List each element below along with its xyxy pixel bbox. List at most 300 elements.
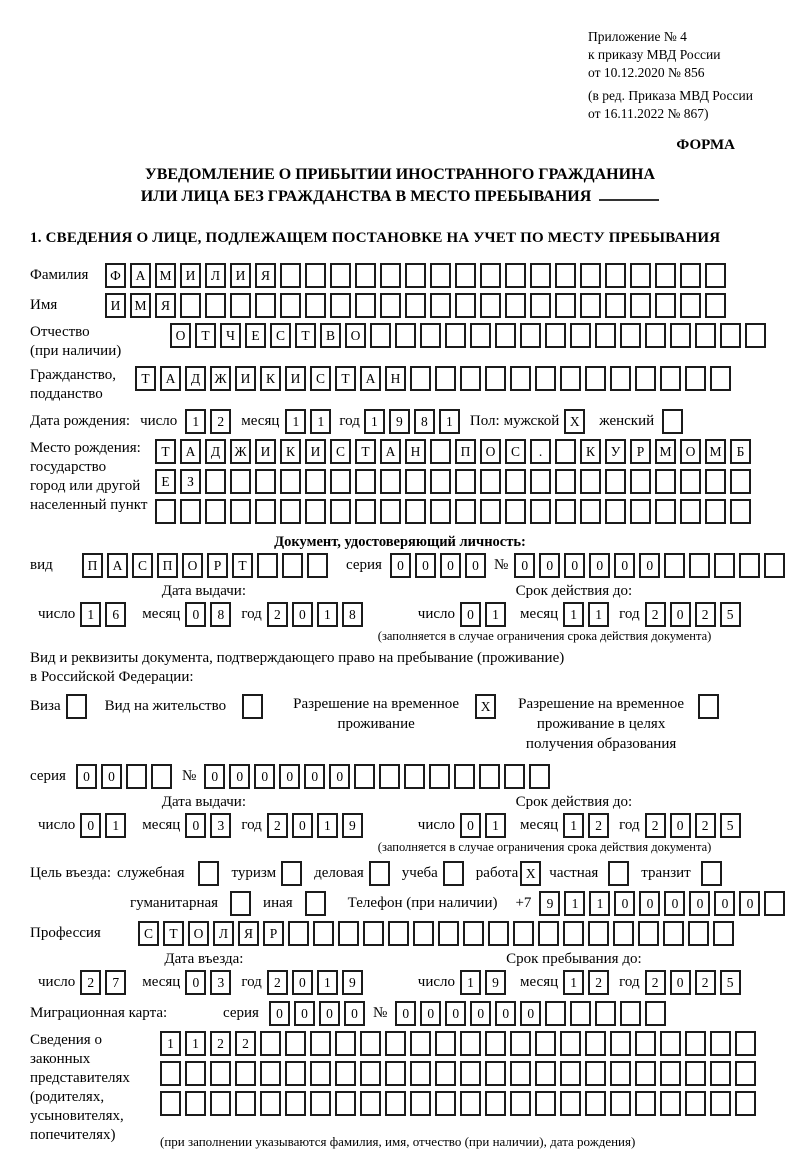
char-cell[interactable]: 0: [80, 813, 101, 838]
char-cell[interactable]: [610, 1031, 631, 1056]
char-cell[interactable]: [429, 764, 450, 789]
char-cell[interactable]: И: [305, 439, 326, 464]
char-cell[interactable]: 2: [588, 970, 609, 995]
char-cell[interactable]: [555, 439, 576, 464]
char-cell[interactable]: [413, 921, 434, 946]
char-cell[interactable]: [126, 764, 147, 789]
char-cell[interactable]: 1: [317, 970, 338, 995]
char-cell[interactable]: [485, 366, 506, 391]
char-cell[interactable]: [460, 1061, 481, 1086]
char-cell[interactable]: [330, 499, 351, 524]
char-cell[interactable]: Д: [205, 439, 226, 464]
char-cell[interactable]: И: [255, 439, 276, 464]
char-cell[interactable]: [595, 1001, 616, 1026]
char-cell[interactable]: [380, 469, 401, 494]
char-cell[interactable]: 1: [185, 409, 206, 434]
char-cell[interactable]: [480, 499, 501, 524]
char-cell[interactable]: [260, 1061, 281, 1086]
char-cell[interactable]: [655, 293, 676, 318]
char-cell[interactable]: С: [132, 553, 153, 578]
char-cell[interactable]: [638, 921, 659, 946]
char-cell[interactable]: 5: [720, 813, 741, 838]
char-cell[interactable]: [210, 1091, 231, 1116]
char-cell[interactable]: [455, 499, 476, 524]
char-cell[interactable]: 0: [185, 813, 206, 838]
char-cell[interactable]: [610, 1091, 631, 1116]
char-cell[interactable]: [463, 921, 484, 946]
char-cell[interactable]: 1: [589, 891, 610, 916]
char-cell[interactable]: С: [505, 439, 526, 464]
char-cell[interactable]: [404, 764, 425, 789]
char-cell[interactable]: 0: [292, 602, 313, 627]
char-cell[interactable]: [662, 409, 683, 434]
char-cell[interactable]: [580, 293, 601, 318]
char-cell[interactable]: [454, 764, 475, 789]
char-cell[interactable]: [510, 366, 531, 391]
char-cell[interactable]: М: [655, 439, 676, 464]
char-cell[interactable]: [380, 499, 401, 524]
char-cell[interactable]: [435, 1061, 456, 1086]
char-cell[interactable]: [685, 1091, 706, 1116]
char-cell[interactable]: 1: [160, 1031, 181, 1056]
char-cell[interactable]: [310, 1091, 331, 1116]
char-cell[interactable]: [230, 891, 251, 916]
char-cell[interactable]: Т: [195, 323, 216, 348]
char-cell[interactable]: [285, 1061, 306, 1086]
char-cell[interactable]: Д: [185, 366, 206, 391]
char-cell[interactable]: [608, 861, 629, 886]
char-cell[interactable]: [680, 469, 701, 494]
char-cell[interactable]: [635, 1031, 656, 1056]
char-cell[interactable]: [529, 764, 550, 789]
char-cell[interactable]: [335, 1031, 356, 1056]
char-cell[interactable]: 0: [460, 602, 481, 627]
char-cell[interactable]: М: [130, 293, 151, 318]
char-cell[interactable]: 0: [495, 1001, 516, 1026]
char-cell[interactable]: [563, 921, 584, 946]
char-cell[interactable]: [555, 469, 576, 494]
char-cell[interactable]: 0: [440, 553, 461, 578]
char-cell[interactable]: К: [280, 439, 301, 464]
char-cell[interactable]: [160, 1061, 181, 1086]
char-cell[interactable]: [560, 1061, 581, 1086]
char-cell[interactable]: [335, 1091, 356, 1116]
char-cell[interactable]: [420, 323, 441, 348]
char-cell[interactable]: 9: [485, 970, 506, 995]
char-cell[interactable]: П: [157, 553, 178, 578]
char-cell[interactable]: 0: [304, 764, 325, 789]
char-cell[interactable]: [680, 263, 701, 288]
char-cell[interactable]: [235, 1091, 256, 1116]
char-cell[interactable]: 0: [614, 553, 635, 578]
char-cell[interactable]: 8: [210, 602, 231, 627]
char-cell[interactable]: 2: [695, 970, 716, 995]
char-cell[interactable]: [410, 1061, 431, 1086]
char-cell[interactable]: [210, 1061, 231, 1086]
char-cell[interactable]: [595, 323, 616, 348]
char-cell[interactable]: [435, 1031, 456, 1056]
char-cell[interactable]: Б: [730, 439, 751, 464]
char-cell[interactable]: [255, 469, 276, 494]
char-cell[interactable]: [735, 1091, 756, 1116]
char-cell[interactable]: 0: [664, 891, 685, 916]
char-cell[interactable]: О: [188, 921, 209, 946]
char-cell[interactable]: 6: [105, 602, 126, 627]
char-cell[interactable]: [230, 469, 251, 494]
char-cell[interactable]: 1: [310, 409, 331, 434]
char-cell[interactable]: [545, 1001, 566, 1026]
char-cell[interactable]: 1: [80, 602, 101, 627]
char-cell[interactable]: Е: [245, 323, 266, 348]
char-cell[interactable]: Т: [355, 439, 376, 464]
char-cell[interactable]: [310, 1061, 331, 1086]
char-cell[interactable]: [385, 1031, 406, 1056]
char-cell[interactable]: [455, 263, 476, 288]
char-cell[interactable]: [513, 921, 534, 946]
char-cell[interactable]: [764, 553, 785, 578]
char-cell[interactable]: [330, 469, 351, 494]
char-cell[interactable]: С: [138, 921, 159, 946]
char-cell[interactable]: Р: [207, 553, 228, 578]
char-cell[interactable]: Т: [295, 323, 316, 348]
char-cell[interactable]: [660, 1061, 681, 1086]
char-cell[interactable]: И: [105, 293, 126, 318]
char-cell[interactable]: [66, 694, 87, 719]
char-cell[interactable]: [505, 469, 526, 494]
char-cell[interactable]: [355, 469, 376, 494]
char-cell[interactable]: 0: [292, 813, 313, 838]
char-cell[interactable]: [560, 1031, 581, 1056]
char-cell[interactable]: 2: [267, 602, 288, 627]
char-cell[interactable]: М: [705, 439, 726, 464]
char-cell[interactable]: 7: [105, 970, 126, 995]
char-cell[interactable]: [230, 499, 251, 524]
char-cell[interactable]: [530, 293, 551, 318]
char-cell[interactable]: 2: [695, 813, 716, 838]
char-cell[interactable]: [405, 263, 426, 288]
char-cell[interactable]: [660, 1031, 681, 1056]
char-cell[interactable]: 9: [539, 891, 560, 916]
char-cell[interactable]: [530, 499, 551, 524]
char-cell[interactable]: [185, 1061, 206, 1086]
char-cell[interactable]: [260, 1091, 281, 1116]
char-cell[interactable]: [570, 323, 591, 348]
char-cell[interactable]: [555, 263, 576, 288]
char-cell[interactable]: [280, 469, 301, 494]
char-cell[interactable]: 0: [689, 891, 710, 916]
char-cell[interactable]: [180, 499, 201, 524]
char-cell[interactable]: [355, 263, 376, 288]
char-cell[interactable]: [460, 366, 481, 391]
char-cell[interactable]: [560, 366, 581, 391]
char-cell[interactable]: [630, 469, 651, 494]
char-cell[interactable]: [285, 1091, 306, 1116]
char-cell[interactable]: 0: [344, 1001, 365, 1026]
char-cell[interactable]: [580, 263, 601, 288]
char-cell[interactable]: [470, 323, 491, 348]
char-cell[interactable]: [585, 366, 606, 391]
char-cell[interactable]: [485, 1061, 506, 1086]
char-cell[interactable]: 1: [563, 970, 584, 995]
char-cell[interactable]: [360, 1091, 381, 1116]
char-cell[interactable]: [610, 1061, 631, 1086]
char-cell[interactable]: X: [520, 861, 541, 886]
char-cell[interactable]: 2: [645, 602, 666, 627]
char-cell[interactable]: [180, 293, 201, 318]
char-cell[interactable]: [260, 1031, 281, 1056]
char-cell[interactable]: [588, 921, 609, 946]
char-cell[interactable]: 9: [342, 813, 363, 838]
char-cell[interactable]: [585, 1061, 606, 1086]
char-cell[interactable]: [710, 1091, 731, 1116]
char-cell[interactable]: 0: [589, 553, 610, 578]
char-cell[interactable]: [155, 499, 176, 524]
char-cell[interactable]: [255, 293, 276, 318]
char-cell[interactable]: А: [180, 439, 201, 464]
char-cell[interactable]: [714, 553, 735, 578]
char-cell[interactable]: А: [380, 439, 401, 464]
char-cell[interactable]: [288, 921, 309, 946]
char-cell[interactable]: [330, 293, 351, 318]
char-cell[interactable]: [355, 499, 376, 524]
char-cell[interactable]: [305, 293, 326, 318]
char-cell[interactable]: [710, 366, 731, 391]
char-cell[interactable]: И: [230, 263, 251, 288]
char-cell[interactable]: [655, 469, 676, 494]
char-cell[interactable]: [285, 1031, 306, 1056]
char-cell[interactable]: 2: [695, 602, 716, 627]
char-cell[interactable]: 3: [210, 970, 231, 995]
char-cell[interactable]: К: [260, 366, 281, 391]
char-cell[interactable]: [670, 323, 691, 348]
char-cell[interactable]: [480, 263, 501, 288]
char-cell[interactable]: 0: [319, 1001, 340, 1026]
char-cell[interactable]: [505, 263, 526, 288]
char-cell[interactable]: [585, 1091, 606, 1116]
char-cell[interactable]: [313, 921, 334, 946]
char-cell[interactable]: [630, 499, 651, 524]
char-cell[interactable]: [605, 469, 626, 494]
char-cell[interactable]: О: [680, 439, 701, 464]
char-cell[interactable]: [430, 469, 451, 494]
char-cell[interactable]: [705, 293, 726, 318]
char-cell[interactable]: 0: [269, 1001, 290, 1026]
char-cell[interactable]: [360, 1031, 381, 1056]
char-cell[interactable]: [580, 499, 601, 524]
char-cell[interactable]: [605, 263, 626, 288]
char-cell[interactable]: [230, 293, 251, 318]
char-cell[interactable]: [664, 553, 685, 578]
char-cell[interactable]: [655, 499, 676, 524]
char-cell[interactable]: [739, 553, 760, 578]
char-cell[interactable]: Л: [205, 263, 226, 288]
char-cell[interactable]: Т: [163, 921, 184, 946]
char-cell[interactable]: 0: [279, 764, 300, 789]
char-cell[interactable]: 0: [445, 1001, 466, 1026]
char-cell[interactable]: [205, 469, 226, 494]
char-cell[interactable]: Я: [255, 263, 276, 288]
char-cell[interactable]: 2: [210, 1031, 231, 1056]
char-cell[interactable]: [560, 1091, 581, 1116]
char-cell[interactable]: [280, 293, 301, 318]
char-cell[interactable]: [360, 1061, 381, 1086]
char-cell[interactable]: [363, 921, 384, 946]
char-cell[interactable]: [555, 499, 576, 524]
char-cell[interactable]: [257, 553, 278, 578]
char-cell[interactable]: [380, 263, 401, 288]
char-cell[interactable]: 0: [639, 891, 660, 916]
char-cell[interactable]: 5: [720, 602, 741, 627]
char-cell[interactable]: Р: [630, 439, 651, 464]
char-cell[interactable]: 0: [76, 764, 97, 789]
char-cell[interactable]: 0: [460, 813, 481, 838]
char-cell[interactable]: [205, 499, 226, 524]
char-cell[interactable]: [495, 323, 516, 348]
char-cell[interactable]: [369, 861, 390, 886]
char-cell[interactable]: [488, 921, 509, 946]
char-cell[interactable]: 1: [563, 813, 584, 838]
char-cell[interactable]: [680, 499, 701, 524]
char-cell[interactable]: 0: [514, 553, 535, 578]
char-cell[interactable]: [764, 891, 785, 916]
char-cell[interactable]: 2: [210, 409, 231, 434]
char-cell[interactable]: [645, 323, 666, 348]
char-cell[interactable]: [530, 263, 551, 288]
char-cell[interactable]: 1: [317, 813, 338, 838]
char-cell[interactable]: У: [605, 439, 626, 464]
char-cell[interactable]: [443, 861, 464, 886]
char-cell[interactable]: [305, 499, 326, 524]
char-cell[interactable]: 1: [485, 602, 506, 627]
char-cell[interactable]: 2: [645, 970, 666, 995]
char-cell[interactable]: О: [182, 553, 203, 578]
char-cell[interactable]: 0: [185, 970, 206, 995]
char-cell[interactable]: 9: [389, 409, 410, 434]
char-cell[interactable]: А: [160, 366, 181, 391]
char-cell[interactable]: 2: [645, 813, 666, 838]
char-cell[interactable]: 1: [563, 602, 584, 627]
char-cell[interactable]: [151, 764, 172, 789]
char-cell[interactable]: [385, 1061, 406, 1086]
char-cell[interactable]: [385, 1091, 406, 1116]
char-cell[interactable]: Ф: [105, 263, 126, 288]
char-cell[interactable]: 0: [395, 1001, 416, 1026]
char-cell[interactable]: [388, 921, 409, 946]
char-cell[interactable]: [630, 293, 651, 318]
char-cell[interactable]: 0: [714, 891, 735, 916]
char-cell[interactable]: 0: [329, 764, 350, 789]
char-cell[interactable]: 0: [420, 1001, 441, 1026]
char-cell[interactable]: 2: [588, 813, 609, 838]
char-cell[interactable]: [538, 921, 559, 946]
char-cell[interactable]: 0: [614, 891, 635, 916]
char-cell[interactable]: 1: [564, 891, 585, 916]
char-cell[interactable]: 0: [294, 1001, 315, 1026]
char-cell[interactable]: [580, 469, 601, 494]
char-cell[interactable]: Ч: [220, 323, 241, 348]
char-cell[interactable]: 0: [739, 891, 760, 916]
char-cell[interactable]: 0: [390, 553, 411, 578]
char-cell[interactable]: [555, 293, 576, 318]
char-cell[interactable]: [735, 1061, 756, 1086]
char-cell[interactable]: [705, 263, 726, 288]
char-cell[interactable]: [735, 1031, 756, 1056]
char-cell[interactable]: 2: [235, 1031, 256, 1056]
char-cell[interactable]: Т: [135, 366, 156, 391]
char-cell[interactable]: [680, 293, 701, 318]
char-cell[interactable]: 1: [588, 602, 609, 627]
char-cell[interactable]: А: [360, 366, 381, 391]
char-cell[interactable]: [663, 921, 684, 946]
char-cell[interactable]: 0: [564, 553, 585, 578]
char-cell[interactable]: 0: [670, 602, 691, 627]
char-cell[interactable]: [635, 1061, 656, 1086]
char-cell[interactable]: [535, 366, 556, 391]
char-cell[interactable]: [705, 499, 726, 524]
char-cell[interactable]: [688, 921, 709, 946]
char-cell[interactable]: 2: [267, 813, 288, 838]
char-cell[interactable]: [605, 293, 626, 318]
char-cell[interactable]: [710, 1031, 731, 1056]
char-cell[interactable]: [535, 1091, 556, 1116]
char-cell[interactable]: 5: [720, 970, 741, 995]
char-cell[interactable]: П: [82, 553, 103, 578]
char-cell[interactable]: 0: [639, 553, 660, 578]
char-cell[interactable]: [655, 263, 676, 288]
char-cell[interactable]: [430, 439, 451, 464]
char-cell[interactable]: [605, 499, 626, 524]
char-cell[interactable]: С: [330, 439, 351, 464]
char-cell[interactable]: [430, 263, 451, 288]
char-cell[interactable]: [455, 469, 476, 494]
char-cell[interactable]: 0: [204, 764, 225, 789]
char-cell[interactable]: 0: [254, 764, 275, 789]
char-cell[interactable]: 1: [439, 409, 460, 434]
char-cell[interactable]: О: [170, 323, 191, 348]
char-cell[interactable]: П: [455, 439, 476, 464]
char-cell[interactable]: [310, 1031, 331, 1056]
char-cell[interactable]: [485, 1091, 506, 1116]
char-cell[interactable]: [405, 293, 426, 318]
char-cell[interactable]: [720, 323, 741, 348]
char-cell[interactable]: [730, 469, 751, 494]
char-cell[interactable]: 1: [105, 813, 126, 838]
char-cell[interactable]: [610, 366, 631, 391]
char-cell[interactable]: [198, 861, 219, 886]
char-cell[interactable]: [620, 1001, 641, 1026]
char-cell[interactable]: [479, 764, 500, 789]
char-cell[interactable]: [370, 323, 391, 348]
char-cell[interactable]: [438, 921, 459, 946]
char-cell[interactable]: [395, 323, 416, 348]
char-cell[interactable]: [745, 323, 766, 348]
char-cell[interactable]: Р: [263, 921, 284, 946]
char-cell[interactable]: [660, 1091, 681, 1116]
char-cell[interactable]: [689, 553, 710, 578]
char-cell[interactable]: Т: [232, 553, 253, 578]
char-cell[interactable]: [460, 1091, 481, 1116]
char-cell[interactable]: 0: [415, 553, 436, 578]
char-cell[interactable]: 0: [101, 764, 122, 789]
char-cell[interactable]: [585, 1031, 606, 1056]
char-cell[interactable]: 0: [229, 764, 250, 789]
char-cell[interactable]: Н: [405, 439, 426, 464]
char-cell[interactable]: 0: [465, 553, 486, 578]
char-cell[interactable]: [235, 1061, 256, 1086]
char-cell[interactable]: М: [155, 263, 176, 288]
char-cell[interactable]: Я: [238, 921, 259, 946]
char-cell[interactable]: [695, 323, 716, 348]
